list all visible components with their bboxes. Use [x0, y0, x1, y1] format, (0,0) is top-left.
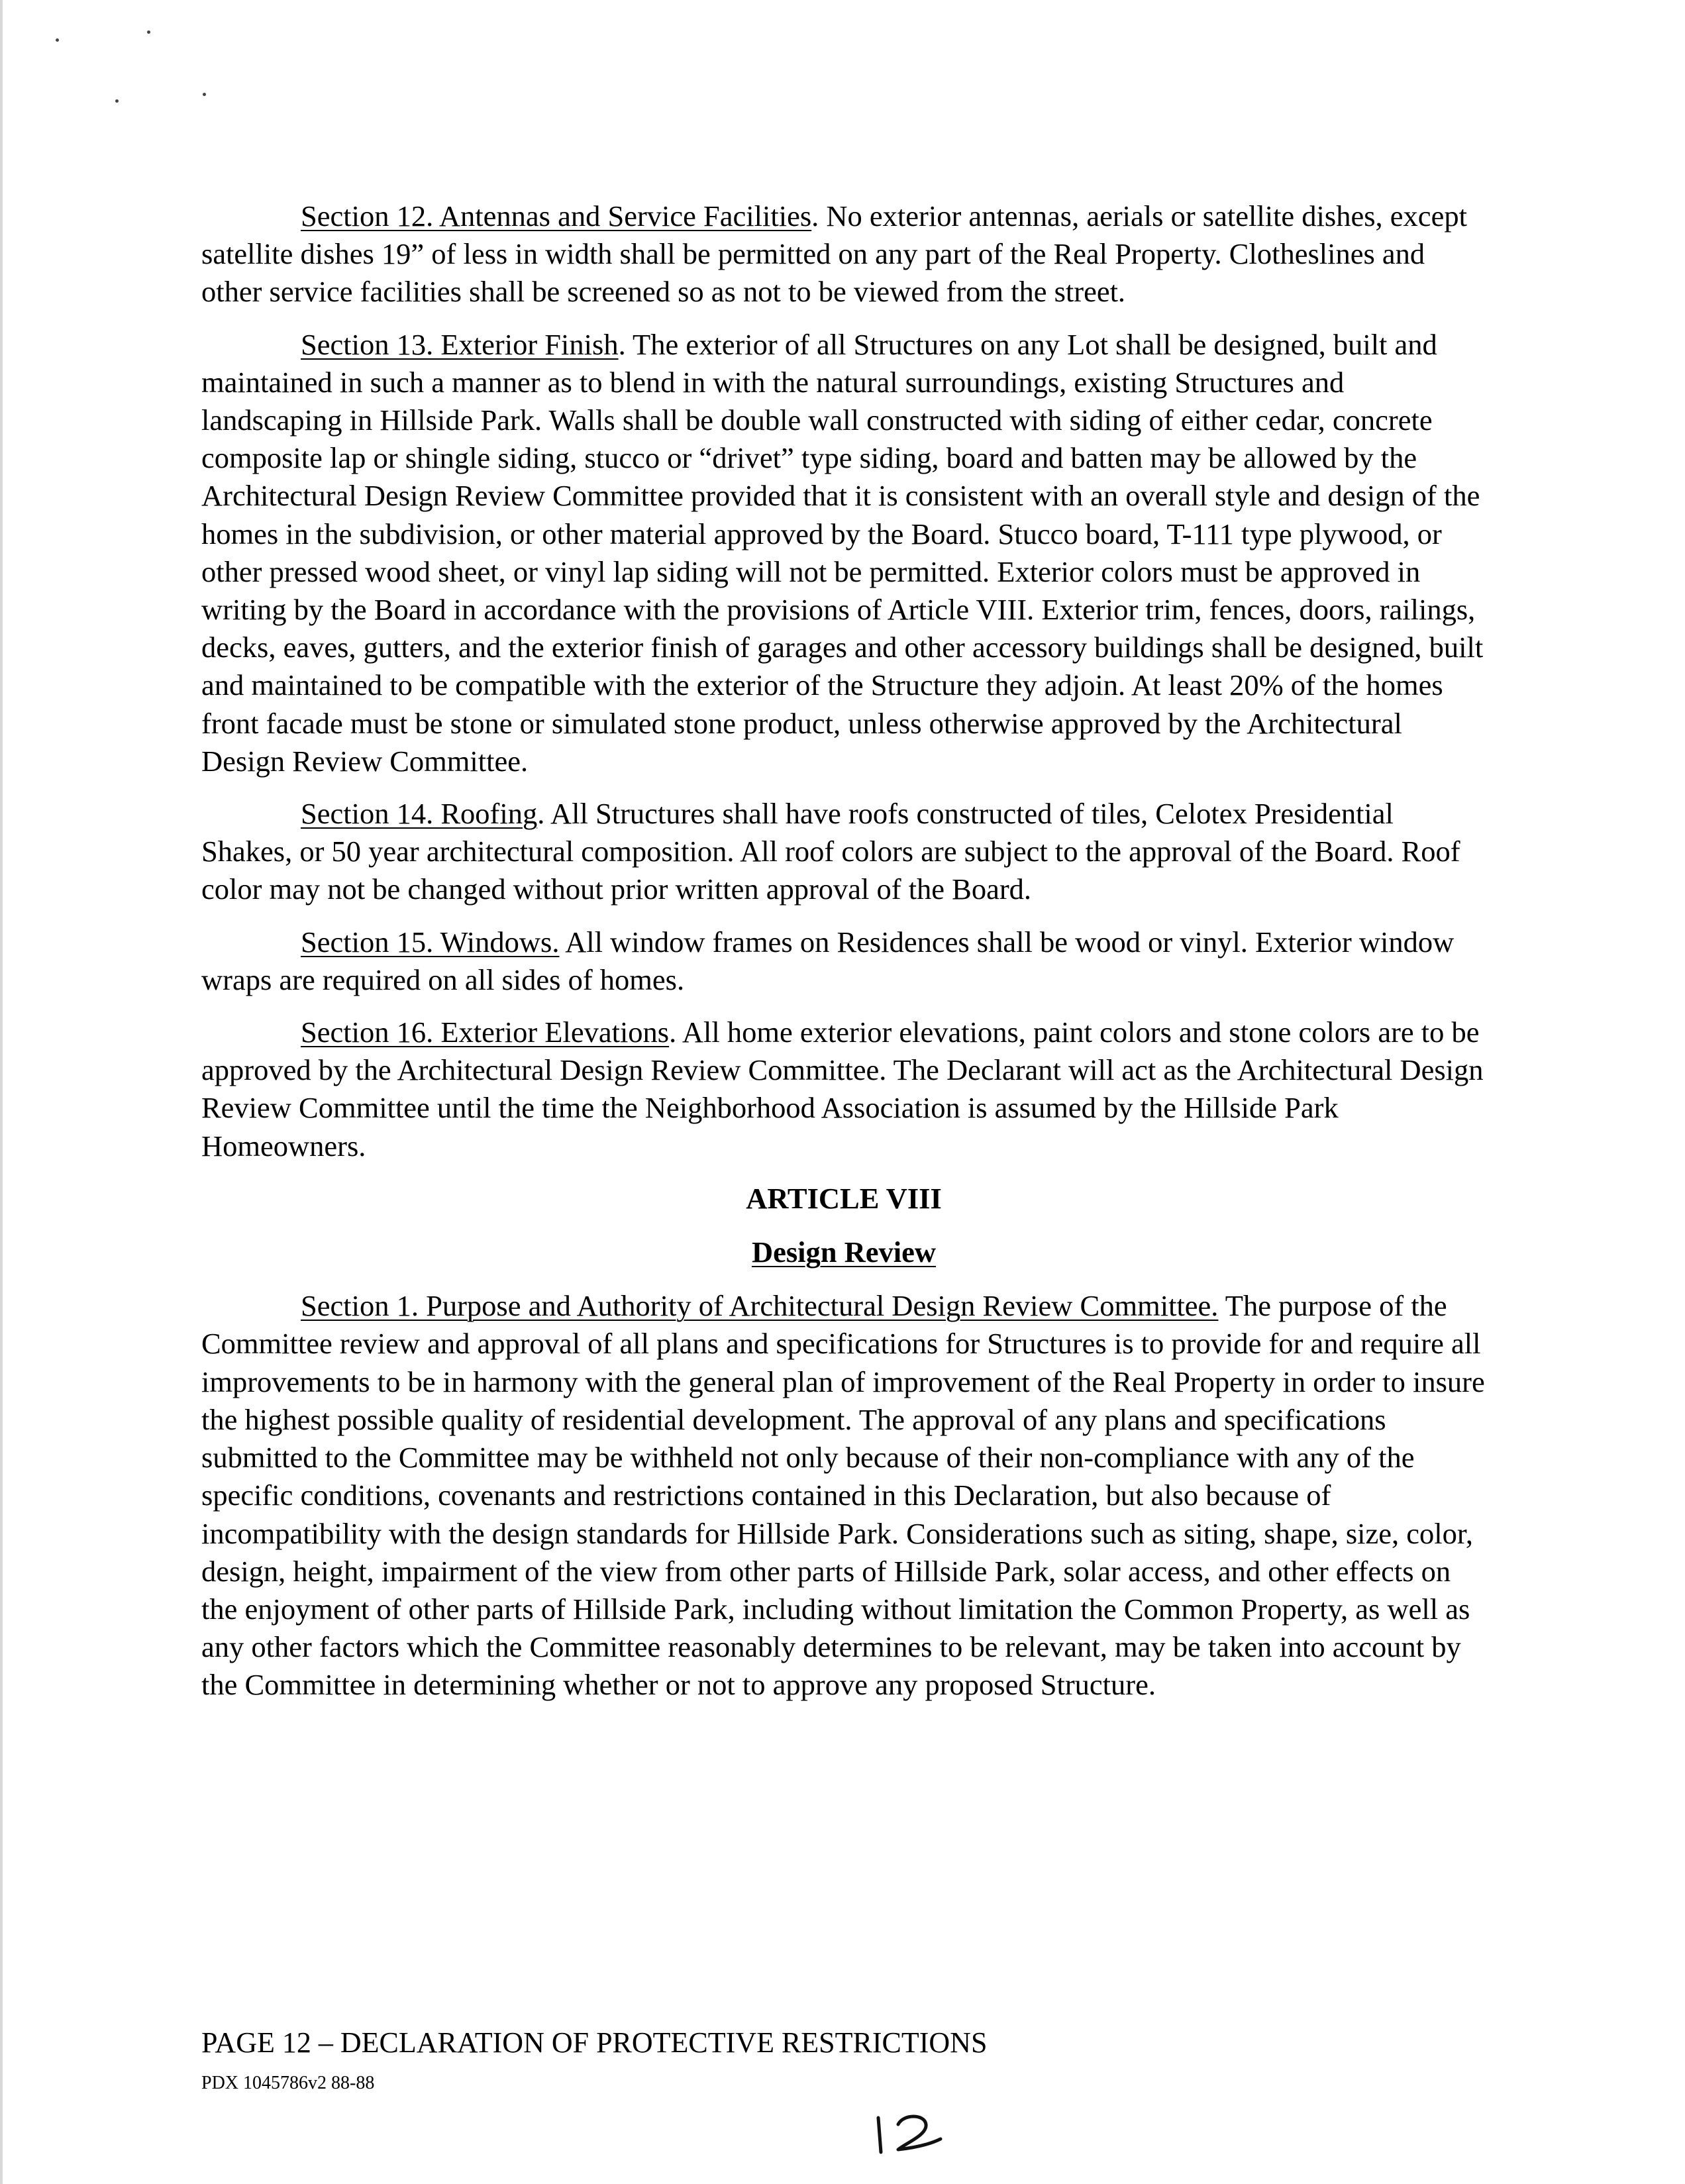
scan-speck	[147, 30, 150, 34]
section-15-paragraph	[201, 923, 1486, 999]
document-body	[201, 197, 1486, 1719]
handwritten-page-number	[872, 2110, 945, 2156]
section-13-heading: Section 13. Exterior Finish	[301, 327, 619, 361]
scan-speck	[115, 99, 119, 103]
scan-speck	[56, 38, 59, 42]
scan-edge	[0, 0, 3, 2184]
section-15-heading: Section 15. Windows.	[301, 925, 560, 959]
section-13-text: . The exterior of all Structures on any Lot shall be designed, built and maintained in such a manner as to blend in with the natural surroundings, existing Structures and landscaping in Hillside Park. Walls shall be double wall constructed with siding of either cedar, concrete composite lap or shingle siding, stucco or “drivet” type siding, board and batten may be allowed by the Architectural Design Review Committee provided that it is consistent with an overall style and design of the homes in the subdivision, or other material approved by the Board. Stucco board, T-111 type plywood, or other pressed wood sheet, or vinyl lap siding will not be permitted. Exterior colors must be approved in writing by the Board in accordance with the provisions of Article VIII. Exterior trim, fences, doors, railings, decks, eaves, gutters, and the exterior finish of garages and other accessory buildings shall be designed, built and maintained to be compatible with the exterior of the Structure they adjoin. At least 20% of the homes front facade must be stone or simulated stone product, unless otherwise approved by the Architectural Design Review Committee.	[201, 327, 1484, 778]
article-section-1-heading: Section 1. Purpose and Authority of Architectural Design Review Committee.	[301, 1289, 1219, 1323]
article-title: ARTICLE VIII	[746, 1181, 942, 1215]
section-16-heading: Section 16. Exterior Elevations	[301, 1015, 670, 1049]
section-12-text: . No exterior antennas, aerials or satellite dishes, except satellite dishes 19” of less in width shall be permitted on any part of the Real Property. Clotheslines and other service facilities shall be screened so as not to be viewed from the street.	[201, 199, 1467, 309]
article-section-1-paragraph	[201, 1287, 1486, 1704]
footer-title: PAGE 12 – DECLARATION OF PROTECTIVE RESTRICTIONS	[201, 2026, 988, 2059]
section-14-paragraph	[201, 795, 1486, 909]
article-subtitle	[201, 1233, 1486, 1271]
section-16-paragraph	[201, 1014, 1486, 1165]
section-14-text: . All Structures shall have roofs constructed of tiles, Celotex Presidential Shakes, or 50 year architectural composition. All roof colors are subject to the approval of the Board. Roof color may not be changed without prior written approval of the Board.	[201, 797, 1460, 906]
article-subtitle-text: Design Review	[751, 1235, 937, 1269]
section-16-text: . All home exterior elevations, paint colors and stone colors are to be approved by the Architectural Design Review Committee. The Declarant will act as the Architectural Design Review Committee until the time the Neighborhood Association is assumed by the Hillside Park Homeowners.	[201, 1015, 1484, 1163]
section-12-paragraph	[201, 197, 1486, 311]
scan-speck	[203, 93, 206, 96]
section-14-heading: Section 14. Roofing	[301, 797, 538, 831]
section-13-paragraph	[201, 326, 1486, 780]
section-15-text: All window frames on Residences shall be wood or vinyl. Exterior window wraps are required on all sides of homes.	[201, 925, 1455, 996]
footer-doc-code: PDX 1045786v2 88-88	[201, 2073, 375, 2093]
section-12-heading: Section 12. Antennas and Service Facilities	[301, 199, 812, 233]
article-section-1-text: The purpose of the Committee review and approval of all plans and specifications for Structures is to provide for and require all improvements to be in harmony with the general plan of improvement of the Real Property in order to insure the highest possible quality of residential development. The approval of any plans and specifications submitted to the Committee may be withheld not only because of their non-compliance with any of the specific conditions, covenants and restrictions contained in this Declaration, but also because of incompatibility with the design standards for Hillside Park. Considerations such as siting, shape, size, color, design, height, impairment of the view from other parts of Hillside Park, solar access, and other effects on the enjoyment of other parts of Hillside Park, including without limitation the Common Property, as well as any other factors which the Committee reasonably determines to be relevant, may be taken into account by the Committee in determining whether or not to approve any proposed Structure.	[201, 1289, 1485, 1702]
